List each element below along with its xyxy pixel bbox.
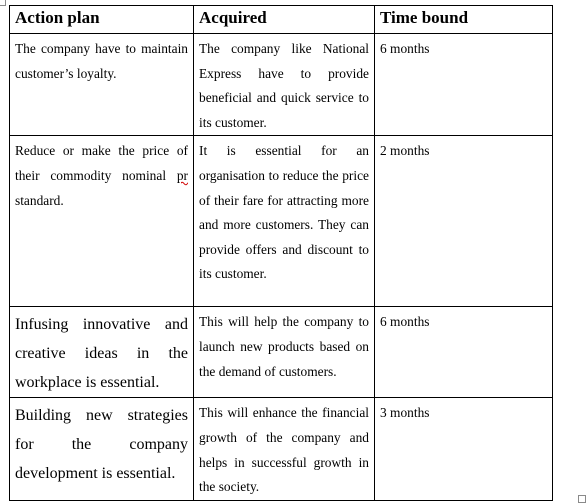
table-header-row — [10, 6, 553, 34]
cell-action-plan[interactable] — [10, 136, 194, 307]
cell-time-bound[interactable]: 2 months — [375, 136, 553, 307]
cell-action-plan[interactable]: Infusing innovative and creative ideas in the workplace is essential. — [10, 307, 194, 398]
table-resize-handle[interactable] — [578, 495, 586, 503]
table-row — [10, 307, 553, 398]
table-row — [10, 398, 553, 500]
cell-time-bound[interactable]: 3 months — [375, 398, 553, 500]
cell-action-plan[interactable]: The company have to maintain customer’s loyalty. — [10, 34, 194, 136]
cell-acquired[interactable]: The company like National Express have to provide beneficial and quick service to its customer. — [194, 34, 375, 136]
cell-acquired[interactable]: This will help the company to launch new products based on the demand of customers. — [194, 307, 375, 398]
cell-time-bound[interactable]: 6 months — [375, 34, 553, 136]
cell-acquired[interactable]: This will enhance the financial growth of the company and helps in successful growth in the society. — [194, 398, 375, 500]
table-row — [10, 34, 553, 136]
table-move-handle[interactable] — [0, 0, 6, 6]
cell-action-plan[interactable]: Building new strategies for the company development is essential. — [10, 398, 194, 500]
spelling-error-word[interactable]: pr — [176, 167, 188, 183]
action-plan-text: Reduce or make the price of their commodity nominal — [15, 143, 188, 183]
header-action-plan: Action plan — [10, 6, 194, 34]
cell-acquired[interactable]: It is essential for an organisation to reduce the price of their fare for attracting more and more customers. They can provide offers and discount to its customer. — [194, 136, 375, 307]
header-time-bound: Time bound — [375, 6, 553, 34]
cell-time-bound[interactable]: 6 months — [375, 307, 553, 398]
table-row — [10, 136, 553, 307]
header-acquired: Acquired — [194, 6, 375, 34]
action-plan-text: standard. — [15, 192, 64, 208]
action-plan-table — [9, 5, 553, 501]
